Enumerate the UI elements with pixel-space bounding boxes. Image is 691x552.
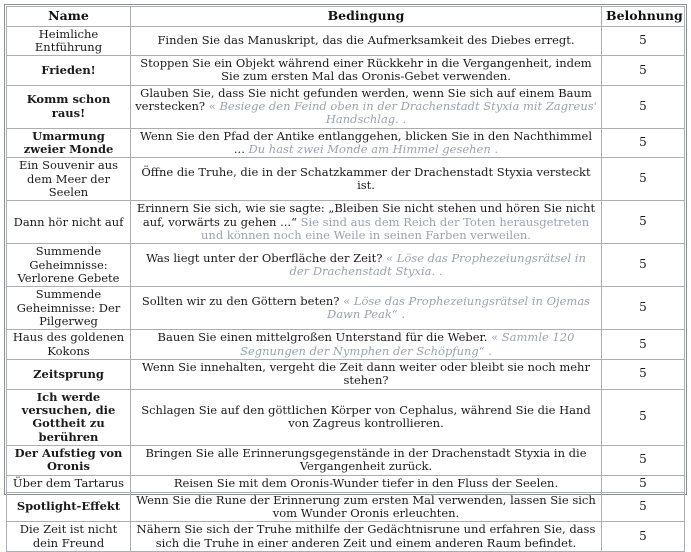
achievement-condition xyxy=(131,244,602,287)
achievement-name: Zeitsprung xyxy=(7,360,131,390)
condition-quote: . xyxy=(397,307,406,322)
condition-text: Wenn Sie den Pfad der Antike entlanggehen, blicken Sie in den Nachthimmel ... xyxy=(139,128,592,157)
achievement-condition xyxy=(131,522,602,552)
table-row xyxy=(7,128,685,158)
achievement-name: Summende Geheimnisse: Der Pilgerweg xyxy=(7,287,131,330)
achievement-condition xyxy=(131,158,602,201)
condition-quote: . xyxy=(490,142,499,157)
achievement-name: Haus des goldenen Kokons xyxy=(7,330,131,360)
reward-value: 5 xyxy=(602,128,685,158)
table-row xyxy=(7,56,685,86)
condition-text: Öffne die Truhe, die in der Schatzkammer der Drachenstadt Styxia versteckt ist. xyxy=(141,165,591,193)
achievement-condition xyxy=(131,389,602,445)
condition-text: Nähern Sie sich der Truhe mithilfe der Gedächtnisrune und erfahren Sie, dass sich die Truhe in einer anderen Zeit und einem anderen Raum befindet. xyxy=(136,522,596,550)
achievement-name: Frieden! xyxy=(7,56,131,86)
reward-value: 5 xyxy=(602,244,685,287)
condition-quote: . xyxy=(435,264,443,279)
achievement-name: Der Aufstieg von Oronis xyxy=(7,446,131,476)
reward-value: 5 xyxy=(602,492,685,522)
achievement-condition xyxy=(131,128,602,158)
achievement-name: Summende Geheimnisse: Verlorene Gebete xyxy=(7,244,131,287)
reward-value: 5 xyxy=(602,389,685,445)
table-row xyxy=(7,244,685,287)
reward-value: 5 xyxy=(602,158,685,201)
table-row xyxy=(7,522,685,552)
table-row xyxy=(7,389,685,445)
table-row xyxy=(7,492,685,522)
condition-text: Was liegt unter der Oberfläche der Zeit? xyxy=(146,251,387,266)
condition-text: Erinnern Sie sich, wie sie sagte: „Bleiben Sie nicht stehen und hören Sie nicht auf, vorwärts zu gehen ...“ xyxy=(136,201,596,229)
achievement-condition xyxy=(131,492,602,522)
condition-quote: « xyxy=(343,294,354,309)
reward-value: 5 xyxy=(602,201,685,244)
table-row xyxy=(7,360,685,390)
reward-value: 5 xyxy=(602,330,685,360)
achievement-condition xyxy=(131,475,602,492)
condition-quote: Löse das Prophezeiungsrätsel in der Drachenstadt Styxia. xyxy=(289,251,586,279)
table-row xyxy=(7,26,685,56)
achievement-condition xyxy=(131,201,602,244)
condition-quote: Du hast zwei Monde am Himmel gesehen xyxy=(248,142,491,157)
condition-quote: Sie sind aus dem Reich der Toten herausgetreten und können noch eine Weile in seinen Farben verweilen. xyxy=(201,214,590,243)
achievement-name: Komm schon raus! xyxy=(7,85,131,128)
condition-text: Finden Sie das Manuskript, das die Aufmerksamkeit des Diebes erregt. xyxy=(157,33,575,48)
achievement-condition xyxy=(131,56,602,86)
table-row xyxy=(7,475,685,492)
table-row xyxy=(7,201,685,244)
condition-text: Stoppen Sie ein Objekt während einer Rückkehr in die Vergangenheit, indem Sie zum ersten Mal das Oronis-Gebet verwenden. xyxy=(140,56,592,84)
reward-value: 5 xyxy=(602,26,685,56)
table-header xyxy=(7,7,685,27)
condition-text: Bauen Sie einen mittelgroßen Unterstand für die Weber. xyxy=(157,330,492,345)
condition-text: Bringen Sie alle Erinnerungsgegenstände in der Drachenstadt Styxia in die Vergangenheit zurück. xyxy=(145,446,587,474)
header-row xyxy=(7,7,685,27)
condition-text: Wenn Sie die Rune der Erinnerung zum ersten Mal verwenden, lassen Sie sich vom Wunder Oronis erleuchten. xyxy=(136,492,596,520)
condition-quote: Löse das Prophezeiungsrätsel in Ojemas Dawn Peak“ xyxy=(326,294,591,322)
reward-value: 5 xyxy=(602,522,685,552)
achievement-condition xyxy=(131,360,602,390)
achievement-condition xyxy=(131,330,602,360)
condition-quote: Besiege den Feind oben in der Drachenstadt Styxia mit Zagreus' Handschlag. xyxy=(219,99,597,127)
condition-text: Reisen Sie mit dem Oronis-Wunder tiefer in den Fluss der Seelen. xyxy=(173,475,559,490)
reward-value: 5 xyxy=(602,360,685,390)
condition-quote: Sammle 120 Segnungen der Nymphen der Schöpfung“ xyxy=(240,330,575,358)
table-row xyxy=(7,330,685,360)
reward-value: 5 xyxy=(602,446,685,476)
table-row xyxy=(7,85,685,128)
achievement-name: Heimliche Entführung xyxy=(7,26,131,56)
reward-value: 5 xyxy=(602,287,685,330)
condition-quote: . xyxy=(484,343,492,358)
condition-quote: . xyxy=(398,112,407,127)
table-row xyxy=(7,287,685,330)
condition-text: Glauben Sie, dass Sie nicht gefunden werden, wenn Sie sich auf einem Baum verstecken? xyxy=(135,85,592,114)
achievement-condition xyxy=(131,85,602,128)
column-header-name: Name xyxy=(7,7,131,27)
condition-quote: « xyxy=(386,251,397,266)
achievements-table xyxy=(6,6,685,552)
reward-value: 5 xyxy=(602,56,685,86)
reward-value: 5 xyxy=(602,85,685,128)
achievement-name: Umarmung zweier Monde xyxy=(7,128,131,158)
column-header-reward: Belohnung xyxy=(602,7,685,27)
column-header-condition: Bedingung xyxy=(131,7,602,27)
condition-quote: « xyxy=(491,330,502,345)
table-row xyxy=(7,446,685,476)
condition-quote: « xyxy=(208,99,220,114)
achievement-condition xyxy=(131,287,602,330)
condition-text: Sollten wir zu den Göttern beten? xyxy=(141,294,344,309)
reward-value: 5 xyxy=(602,475,685,492)
table-frame xyxy=(4,4,687,550)
achievement-name: Die Zeit ist nicht dein Freund xyxy=(7,522,131,552)
condition-text: Wenn Sie innehalten, vergeht die Zeit dann weiter oder bleibt sie noch mehr stehen? xyxy=(142,360,590,388)
condition-text: Schlagen Sie auf den göttlichen Körper von Cephalus, während Sie die Hand von Zagreus kontrollieren. xyxy=(141,403,591,431)
table-row xyxy=(7,158,685,201)
achievement-name: Über dem Tartarus xyxy=(7,475,131,492)
achievement-condition xyxy=(131,446,602,476)
achievement-name: Dann hör nicht auf xyxy=(7,201,131,244)
table-body xyxy=(7,26,685,551)
achievement-name: Ein Souvenir aus dem Meer der Seelen xyxy=(7,158,131,201)
achievement-name: Ich werde versuchen, die Gottheit zu berühren xyxy=(7,389,131,445)
achievement-condition xyxy=(131,26,602,56)
achievement-name: Spotlight-Effekt xyxy=(7,492,131,522)
